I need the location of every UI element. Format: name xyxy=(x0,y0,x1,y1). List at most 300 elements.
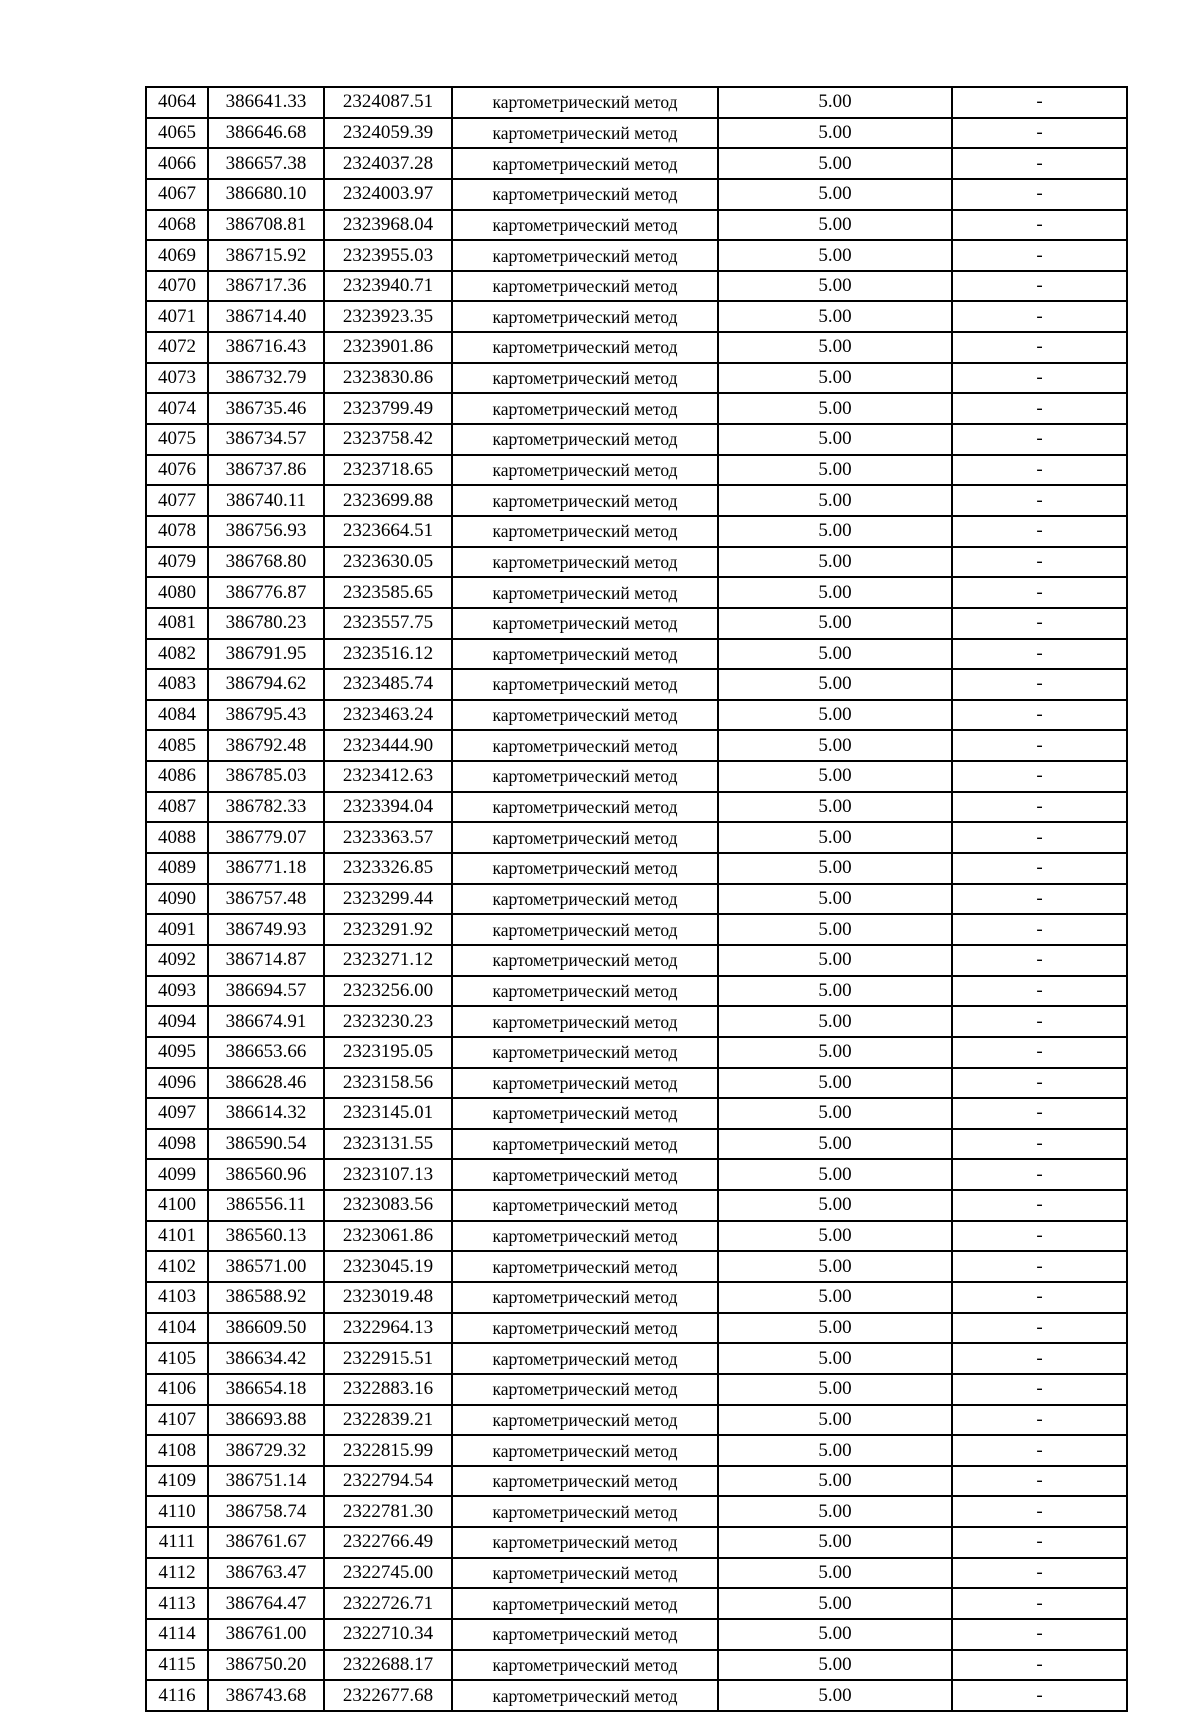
table-row xyxy=(146,148,1127,179)
y-coordinate-cell: 2324059.39 xyxy=(324,118,452,149)
x-coordinate-cell: 386763.47 xyxy=(208,1558,324,1589)
point-number-cell: 4089 xyxy=(146,853,208,884)
method-cell: картометрический метод xyxy=(452,1619,718,1650)
accuracy-cell: 5.00 xyxy=(718,547,952,578)
table-row xyxy=(146,761,1127,792)
y-coordinate-cell: 2323299.44 xyxy=(324,884,452,915)
table-row xyxy=(146,1680,1127,1711)
point-number-cell: 4072 xyxy=(146,332,208,363)
accuracy-cell: 5.00 xyxy=(718,271,952,302)
x-coordinate-cell: 386750.20 xyxy=(208,1650,324,1681)
method-cell: картометрический метод xyxy=(452,1129,718,1160)
y-coordinate-cell: 2323291.92 xyxy=(324,914,452,945)
y-coordinate-cell: 2323061.86 xyxy=(324,1221,452,1252)
y-coordinate-cell: 2323145.01 xyxy=(324,1098,452,1129)
method-cell: картометрический метод xyxy=(452,118,718,149)
method-cell: картометрический метод xyxy=(452,1405,718,1436)
note-cell: - xyxy=(952,485,1127,516)
table-row xyxy=(146,118,1127,149)
point-number-cell: 4087 xyxy=(146,792,208,823)
accuracy-cell: 5.00 xyxy=(718,148,952,179)
note-cell: - xyxy=(952,240,1127,271)
y-coordinate-cell: 2323516.12 xyxy=(324,639,452,670)
method-cell: картометрический метод xyxy=(452,148,718,179)
method-cell: картометрический метод xyxy=(452,1435,718,1466)
table-row xyxy=(146,945,1127,976)
x-coordinate-cell: 386588.92 xyxy=(208,1282,324,1313)
y-coordinate-cell: 2322745.00 xyxy=(324,1558,452,1589)
method-cell: картометрический метод xyxy=(452,1221,718,1252)
method-cell: картометрический метод xyxy=(452,1527,718,1558)
note-cell: - xyxy=(952,547,1127,578)
y-coordinate-cell: 2322915.51 xyxy=(324,1343,452,1374)
x-coordinate-cell: 386694.57 xyxy=(208,976,324,1007)
method-cell: картометрический метод xyxy=(452,332,718,363)
method-cell: картометрический метод xyxy=(452,1037,718,1068)
table-row xyxy=(146,608,1127,639)
point-number-cell: 4095 xyxy=(146,1037,208,1068)
x-coordinate-cell: 386714.87 xyxy=(208,945,324,976)
table-row xyxy=(146,1405,1127,1436)
x-coordinate-cell: 386768.80 xyxy=(208,547,324,578)
x-coordinate-cell: 386749.93 xyxy=(208,914,324,945)
method-cell: картометрический метод xyxy=(452,792,718,823)
point-number-cell: 4082 xyxy=(146,639,208,670)
y-coordinate-cell: 2323557.75 xyxy=(324,608,452,639)
y-coordinate-cell: 2322677.68 xyxy=(324,1680,452,1711)
note-cell: - xyxy=(952,1221,1127,1252)
accuracy-cell: 5.00 xyxy=(718,516,952,547)
accuracy-cell: 5.00 xyxy=(718,1313,952,1344)
accuracy-cell: 5.00 xyxy=(718,1282,952,1313)
method-cell: картометрический метод xyxy=(452,1650,718,1681)
accuracy-cell: 5.00 xyxy=(718,179,952,210)
x-coordinate-cell: 386795.43 xyxy=(208,700,324,731)
table-row xyxy=(146,669,1127,700)
note-cell: - xyxy=(952,301,1127,332)
note-cell: - xyxy=(952,1068,1127,1099)
point-number-cell: 4113 xyxy=(146,1588,208,1619)
x-coordinate-cell: 386654.18 xyxy=(208,1374,324,1405)
note-cell: - xyxy=(952,363,1127,394)
y-coordinate-cell: 2323830.86 xyxy=(324,363,452,394)
point-number-cell: 4094 xyxy=(146,1006,208,1037)
accuracy-cell: 5.00 xyxy=(718,577,952,608)
x-coordinate-cell: 386732.79 xyxy=(208,363,324,394)
y-coordinate-cell: 2323158.56 xyxy=(324,1068,452,1099)
point-number-cell: 4112 xyxy=(146,1558,208,1589)
point-number-cell: 4101 xyxy=(146,1221,208,1252)
accuracy-cell: 5.00 xyxy=(718,1466,952,1497)
note-cell: - xyxy=(952,792,1127,823)
x-coordinate-cell: 386657.38 xyxy=(208,148,324,179)
table-row xyxy=(146,301,1127,332)
accuracy-cell: 5.00 xyxy=(718,1680,952,1711)
method-cell: картометрический метод xyxy=(452,822,718,853)
note-cell: - xyxy=(952,1313,1127,1344)
accuracy-cell: 5.00 xyxy=(718,393,952,424)
y-coordinate-cell: 2322766.49 xyxy=(324,1527,452,1558)
y-coordinate-cell: 2323131.55 xyxy=(324,1129,452,1160)
accuracy-cell: 5.00 xyxy=(718,639,952,670)
note-cell: - xyxy=(952,1558,1127,1589)
x-coordinate-cell: 386560.96 xyxy=(208,1159,324,1190)
point-number-cell: 4099 xyxy=(146,1159,208,1190)
y-coordinate-cell: 2323664.51 xyxy=(324,516,452,547)
method-cell: картометрический метод xyxy=(452,1098,718,1129)
point-number-cell: 4096 xyxy=(146,1068,208,1099)
table-row xyxy=(146,1435,1127,1466)
y-coordinate-cell: 2322781.30 xyxy=(324,1496,452,1527)
point-number-cell: 4081 xyxy=(146,608,208,639)
accuracy-cell: 5.00 xyxy=(718,945,952,976)
method-cell: картометрический метод xyxy=(452,1313,718,1344)
accuracy-cell: 5.00 xyxy=(718,700,952,731)
note-cell: - xyxy=(952,700,1127,731)
x-coordinate-cell: 386715.92 xyxy=(208,240,324,271)
point-number-cell: 4070 xyxy=(146,271,208,302)
y-coordinate-cell: 2323256.00 xyxy=(324,976,452,1007)
note-cell: - xyxy=(952,976,1127,1007)
note-cell: - xyxy=(952,1374,1127,1405)
point-number-cell: 4115 xyxy=(146,1650,208,1681)
note-cell: - xyxy=(952,1006,1127,1037)
y-coordinate-cell: 2322964.13 xyxy=(324,1313,452,1344)
method-cell: картометрический метод xyxy=(452,485,718,516)
y-coordinate-cell: 2322726.71 xyxy=(324,1588,452,1619)
accuracy-cell: 5.00 xyxy=(718,210,952,241)
accuracy-cell: 5.00 xyxy=(718,332,952,363)
method-cell: картометрический метод xyxy=(452,761,718,792)
x-coordinate-cell: 386560.13 xyxy=(208,1221,324,1252)
x-coordinate-cell: 386693.88 xyxy=(208,1405,324,1436)
y-coordinate-cell: 2323195.05 xyxy=(324,1037,452,1068)
method-cell: картометрический метод xyxy=(452,945,718,976)
point-number-cell: 4105 xyxy=(146,1343,208,1374)
method-cell: картометрический метод xyxy=(452,1068,718,1099)
accuracy-cell: 5.00 xyxy=(718,1496,952,1527)
point-number-cell: 4069 xyxy=(146,240,208,271)
note-cell: - xyxy=(952,1496,1127,1527)
note-cell: - xyxy=(952,271,1127,302)
note-cell: - xyxy=(952,179,1127,210)
method-cell: картометрический метод xyxy=(452,455,718,486)
x-coordinate-cell: 386761.67 xyxy=(208,1527,324,1558)
accuracy-cell: 5.00 xyxy=(718,1190,952,1221)
table-row xyxy=(146,639,1127,670)
y-coordinate-cell: 2323585.65 xyxy=(324,577,452,608)
note-cell: - xyxy=(952,424,1127,455)
note-cell: - xyxy=(952,1159,1127,1190)
coordinates-table xyxy=(145,86,1128,1712)
method-cell: картометрический метод xyxy=(452,393,718,424)
method-cell: картометрический метод xyxy=(452,424,718,455)
point-number-cell: 4090 xyxy=(146,884,208,915)
accuracy-cell: 5.00 xyxy=(718,1068,952,1099)
accuracy-cell: 5.00 xyxy=(718,1343,952,1374)
accuracy-cell: 5.00 xyxy=(718,1129,952,1160)
point-number-cell: 4098 xyxy=(146,1129,208,1160)
y-coordinate-cell: 2322688.17 xyxy=(324,1650,452,1681)
point-number-cell: 4086 xyxy=(146,761,208,792)
table-row xyxy=(146,1650,1127,1681)
accuracy-cell: 5.00 xyxy=(718,1374,952,1405)
method-cell: картометрический метод xyxy=(452,179,718,210)
method-cell: картометрический метод xyxy=(452,976,718,1007)
y-coordinate-cell: 2322815.99 xyxy=(324,1435,452,1466)
note-cell: - xyxy=(952,1343,1127,1374)
x-coordinate-cell: 386776.87 xyxy=(208,577,324,608)
table-row xyxy=(146,730,1127,761)
y-coordinate-cell: 2322710.34 xyxy=(324,1619,452,1650)
note-cell: - xyxy=(952,884,1127,915)
table-row xyxy=(146,1251,1127,1282)
x-coordinate-cell: 386761.00 xyxy=(208,1619,324,1650)
note-cell: - xyxy=(952,1251,1127,1282)
y-coordinate-cell: 2323968.04 xyxy=(324,210,452,241)
x-coordinate-cell: 386674.91 xyxy=(208,1006,324,1037)
note-cell: - xyxy=(952,1098,1127,1129)
y-coordinate-cell: 2323901.86 xyxy=(324,332,452,363)
y-coordinate-cell: 2323271.12 xyxy=(324,945,452,976)
y-coordinate-cell: 2323799.49 xyxy=(324,393,452,424)
point-number-cell: 4075 xyxy=(146,424,208,455)
accuracy-cell: 5.00 xyxy=(718,1251,952,1282)
table-row xyxy=(146,210,1127,241)
table-row xyxy=(146,424,1127,455)
x-coordinate-cell: 386708.81 xyxy=(208,210,324,241)
accuracy-cell: 5.00 xyxy=(718,301,952,332)
method-cell: картометрический метод xyxy=(452,1374,718,1405)
y-coordinate-cell: 2323699.88 xyxy=(324,485,452,516)
table-row xyxy=(146,1558,1127,1589)
point-number-cell: 4077 xyxy=(146,485,208,516)
note-cell: - xyxy=(952,577,1127,608)
table-row xyxy=(146,1129,1127,1160)
method-cell: картометрический метод xyxy=(452,1159,718,1190)
point-number-cell: 4067 xyxy=(146,179,208,210)
point-number-cell: 4068 xyxy=(146,210,208,241)
accuracy-cell: 5.00 xyxy=(718,1006,952,1037)
y-coordinate-cell: 2324037.28 xyxy=(324,148,452,179)
x-coordinate-cell: 386740.11 xyxy=(208,485,324,516)
table-row xyxy=(146,884,1127,915)
note-cell: - xyxy=(952,1466,1127,1497)
y-coordinate-cell: 2323955.03 xyxy=(324,240,452,271)
table-row xyxy=(146,1190,1127,1221)
accuracy-cell: 5.00 xyxy=(718,1221,952,1252)
accuracy-cell: 5.00 xyxy=(718,1650,952,1681)
point-number-cell: 4097 xyxy=(146,1098,208,1129)
accuracy-cell: 5.00 xyxy=(718,792,952,823)
y-coordinate-cell: 2323230.23 xyxy=(324,1006,452,1037)
accuracy-cell: 5.00 xyxy=(718,853,952,884)
note-cell: - xyxy=(952,455,1127,486)
accuracy-cell: 5.00 xyxy=(718,1098,952,1129)
table-row xyxy=(146,853,1127,884)
x-coordinate-cell: 386634.42 xyxy=(208,1343,324,1374)
table-row xyxy=(146,1282,1127,1313)
x-coordinate-cell: 386737.86 xyxy=(208,455,324,486)
point-number-cell: 4106 xyxy=(146,1374,208,1405)
table-row xyxy=(146,393,1127,424)
coordinates-table-body xyxy=(146,87,1127,1711)
x-coordinate-cell: 386794.62 xyxy=(208,669,324,700)
y-coordinate-cell: 2323444.90 xyxy=(324,730,452,761)
note-cell: - xyxy=(952,516,1127,547)
table-row xyxy=(146,1619,1127,1650)
table-row xyxy=(146,87,1127,118)
accuracy-cell: 5.00 xyxy=(718,455,952,486)
y-coordinate-cell: 2324087.51 xyxy=(324,87,452,118)
x-coordinate-cell: 386714.40 xyxy=(208,301,324,332)
method-cell: картометрический метод xyxy=(452,271,718,302)
note-cell: - xyxy=(952,822,1127,853)
y-coordinate-cell: 2323485.74 xyxy=(324,669,452,700)
note-cell: - xyxy=(952,332,1127,363)
accuracy-cell: 5.00 xyxy=(718,1159,952,1190)
accuracy-cell: 5.00 xyxy=(718,1435,952,1466)
x-coordinate-cell: 386734.57 xyxy=(208,424,324,455)
table-row xyxy=(146,1466,1127,1497)
x-coordinate-cell: 386756.93 xyxy=(208,516,324,547)
accuracy-cell: 5.00 xyxy=(718,822,952,853)
method-cell: картометрический метод xyxy=(452,1282,718,1313)
note-cell: - xyxy=(952,118,1127,149)
note-cell: - xyxy=(952,1435,1127,1466)
method-cell: картометрический метод xyxy=(452,87,718,118)
method-cell: картометрический метод xyxy=(452,669,718,700)
note-cell: - xyxy=(952,1405,1127,1436)
point-number-cell: 4092 xyxy=(146,945,208,976)
point-number-cell: 4110 xyxy=(146,1496,208,1527)
method-cell: картометрический метод xyxy=(452,210,718,241)
x-coordinate-cell: 386716.43 xyxy=(208,332,324,363)
x-coordinate-cell: 386758.74 xyxy=(208,1496,324,1527)
accuracy-cell: 5.00 xyxy=(718,363,952,394)
x-coordinate-cell: 386646.68 xyxy=(208,118,324,149)
accuracy-cell: 5.00 xyxy=(718,1558,952,1589)
method-cell: картометрический метод xyxy=(452,639,718,670)
accuracy-cell: 5.00 xyxy=(718,730,952,761)
accuracy-cell: 5.00 xyxy=(718,884,952,915)
table-row xyxy=(146,1098,1127,1129)
x-coordinate-cell: 386628.46 xyxy=(208,1068,324,1099)
note-cell: - xyxy=(952,393,1127,424)
accuracy-cell: 5.00 xyxy=(718,669,952,700)
accuracy-cell: 5.00 xyxy=(718,87,952,118)
method-cell: картометрический метод xyxy=(452,1251,718,1282)
note-cell: - xyxy=(952,608,1127,639)
y-coordinate-cell: 2322794.54 xyxy=(324,1466,452,1497)
y-coordinate-cell: 2323045.19 xyxy=(324,1251,452,1282)
table-row xyxy=(146,332,1127,363)
point-number-cell: 4066 xyxy=(146,148,208,179)
table-row xyxy=(146,1343,1127,1374)
note-cell: - xyxy=(952,87,1127,118)
x-coordinate-cell: 386764.47 xyxy=(208,1588,324,1619)
method-cell: картометрический метод xyxy=(452,884,718,915)
point-number-cell: 4078 xyxy=(146,516,208,547)
method-cell: картометрический метод xyxy=(452,1496,718,1527)
x-coordinate-cell: 386791.95 xyxy=(208,639,324,670)
y-coordinate-cell: 2322839.21 xyxy=(324,1405,452,1436)
note-cell: - xyxy=(952,1680,1127,1711)
x-coordinate-cell: 386785.03 xyxy=(208,761,324,792)
note-cell: - xyxy=(952,148,1127,179)
accuracy-cell: 5.00 xyxy=(718,608,952,639)
point-number-cell: 4080 xyxy=(146,577,208,608)
table-row xyxy=(146,1313,1127,1344)
table-row xyxy=(146,1221,1127,1252)
point-number-cell: 4109 xyxy=(146,1466,208,1497)
table-row xyxy=(146,1496,1127,1527)
point-number-cell: 4065 xyxy=(146,118,208,149)
table-row xyxy=(146,1037,1127,1068)
method-cell: картометрический метод xyxy=(452,914,718,945)
table-row xyxy=(146,1159,1127,1190)
table-row xyxy=(146,822,1127,853)
method-cell: картометрический метод xyxy=(452,1343,718,1374)
y-coordinate-cell: 2323019.48 xyxy=(324,1282,452,1313)
point-number-cell: 4088 xyxy=(146,822,208,853)
accuracy-cell: 5.00 xyxy=(718,485,952,516)
x-coordinate-cell: 386614.32 xyxy=(208,1098,324,1129)
note-cell: - xyxy=(952,853,1127,884)
point-number-cell: 4083 xyxy=(146,669,208,700)
point-number-cell: 4091 xyxy=(146,914,208,945)
x-coordinate-cell: 386641.33 xyxy=(208,87,324,118)
x-coordinate-cell: 386735.46 xyxy=(208,393,324,424)
accuracy-cell: 5.00 xyxy=(718,1037,952,1068)
note-cell: - xyxy=(952,669,1127,700)
point-number-cell: 4064 xyxy=(146,87,208,118)
note-cell: - xyxy=(952,761,1127,792)
method-cell: картометрический метод xyxy=(452,1006,718,1037)
accuracy-cell: 5.00 xyxy=(718,118,952,149)
method-cell: картометрический метод xyxy=(452,547,718,578)
table-row xyxy=(146,1588,1127,1619)
y-coordinate-cell: 2323394.04 xyxy=(324,792,452,823)
method-cell: картометрический метод xyxy=(452,240,718,271)
table-row xyxy=(146,1006,1127,1037)
y-coordinate-cell: 2323107.13 xyxy=(324,1159,452,1190)
point-number-cell: 4085 xyxy=(146,730,208,761)
point-number-cell: 4073 xyxy=(146,363,208,394)
y-coordinate-cell: 2323412.63 xyxy=(324,761,452,792)
x-coordinate-cell: 386782.33 xyxy=(208,792,324,823)
x-coordinate-cell: 386792.48 xyxy=(208,730,324,761)
method-cell: картометрический метод xyxy=(452,853,718,884)
x-coordinate-cell: 386757.48 xyxy=(208,884,324,915)
x-coordinate-cell: 386717.36 xyxy=(208,271,324,302)
point-number-cell: 4111 xyxy=(146,1527,208,1558)
x-coordinate-cell: 386590.54 xyxy=(208,1129,324,1160)
table-row xyxy=(146,240,1127,271)
note-cell: - xyxy=(952,730,1127,761)
point-number-cell: 4084 xyxy=(146,700,208,731)
point-number-cell: 4100 xyxy=(146,1190,208,1221)
y-coordinate-cell: 2323463.24 xyxy=(324,700,452,731)
x-coordinate-cell: 386771.18 xyxy=(208,853,324,884)
table-row xyxy=(146,1374,1127,1405)
table-row xyxy=(146,363,1127,394)
table-row xyxy=(146,700,1127,731)
point-number-cell: 4076 xyxy=(146,455,208,486)
y-coordinate-cell: 2322883.16 xyxy=(324,1374,452,1405)
accuracy-cell: 5.00 xyxy=(718,914,952,945)
accuracy-cell: 5.00 xyxy=(718,761,952,792)
